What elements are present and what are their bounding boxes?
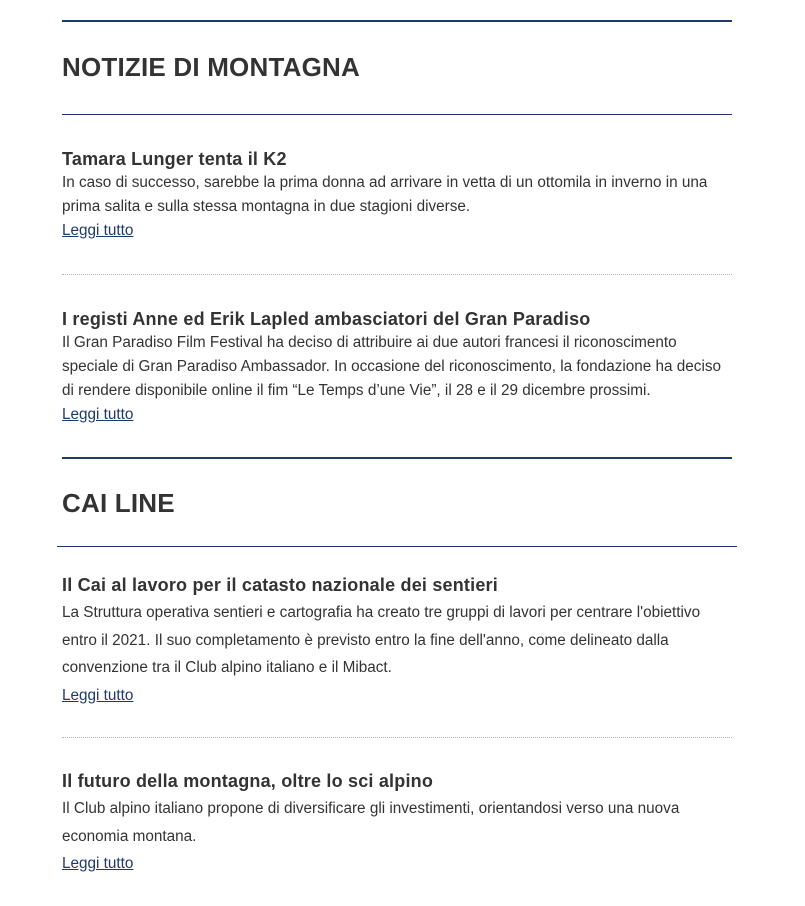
article-separator: [62, 737, 732, 738]
article-catasto-sentieri: [62, 573, 734, 708]
article-title[interactable]: Tamara Lunger tenta il K2: [62, 149, 287, 169]
section-title-rule: [57, 546, 737, 547]
section-title-notizie: NOTIZIE DI MONTAGNA: [62, 52, 360, 82]
article-title[interactable]: Il Cai al lavoro per il catasto nazionale dei sentieri: [62, 575, 498, 595]
section-top-rule: [62, 20, 732, 22]
article-title[interactable]: Il futuro della montagna, oltre lo sci alpino: [62, 771, 434, 791]
read-more-link[interactable]: Leggi tutto: [62, 406, 134, 423]
article-summary: Il Club alpino italiano propone di diversificare gli investimenti, orientandosi verso una nuova economia montana.: [62, 800, 680, 845]
article-lapled: [62, 307, 734, 427]
section-title-rule: [62, 114, 732, 115]
read-more-link[interactable]: Leggi tutto: [62, 222, 134, 239]
article-futuro-montagna: [62, 769, 734, 876]
read-more-link[interactable]: Leggi tutto: [62, 855, 134, 872]
article-separator: [62, 274, 732, 275]
article-tamara-lunger: [62, 147, 734, 243]
article-summary: Il Gran Paradiso Film Festival ha deciso di attribuire ai due autori francesi il riconoscimento speciale di Gran Paradiso Ambassador. In occasione del riconoscimento, la fondazione ha deciso di rendere disponibile online il fim “Le Temps d’une Vie”, il 28 e il 29 dicembre prossimi.: [62, 334, 722, 399]
section-title-cai-line: CAI LINE: [62, 488, 175, 518]
article-summary: La Struttura operativa sentieri e cartografia ha creato tre gruppi di lavori per centrare l'obiettivo entro il 2021. Il suo completamento è previsto entro la fine dell'anno, come delineato dalla convenzione tra il Club alpino italiano e il Mibact.: [62, 604, 701, 676]
section-top-rule: [62, 457, 732, 459]
article-summary: In caso di successo, sarebbe la prima donna ad arrivare in vetta di un ottomila in inverno in una prima salita e sulla stessa montagna in due stagioni diverse.: [62, 174, 708, 215]
read-more-link[interactable]: Leggi tutto: [62, 686, 134, 704]
article-title[interactable]: I registi Anne ed Erik Lapled ambasciatori del Gran Paradiso: [62, 309, 591, 329]
